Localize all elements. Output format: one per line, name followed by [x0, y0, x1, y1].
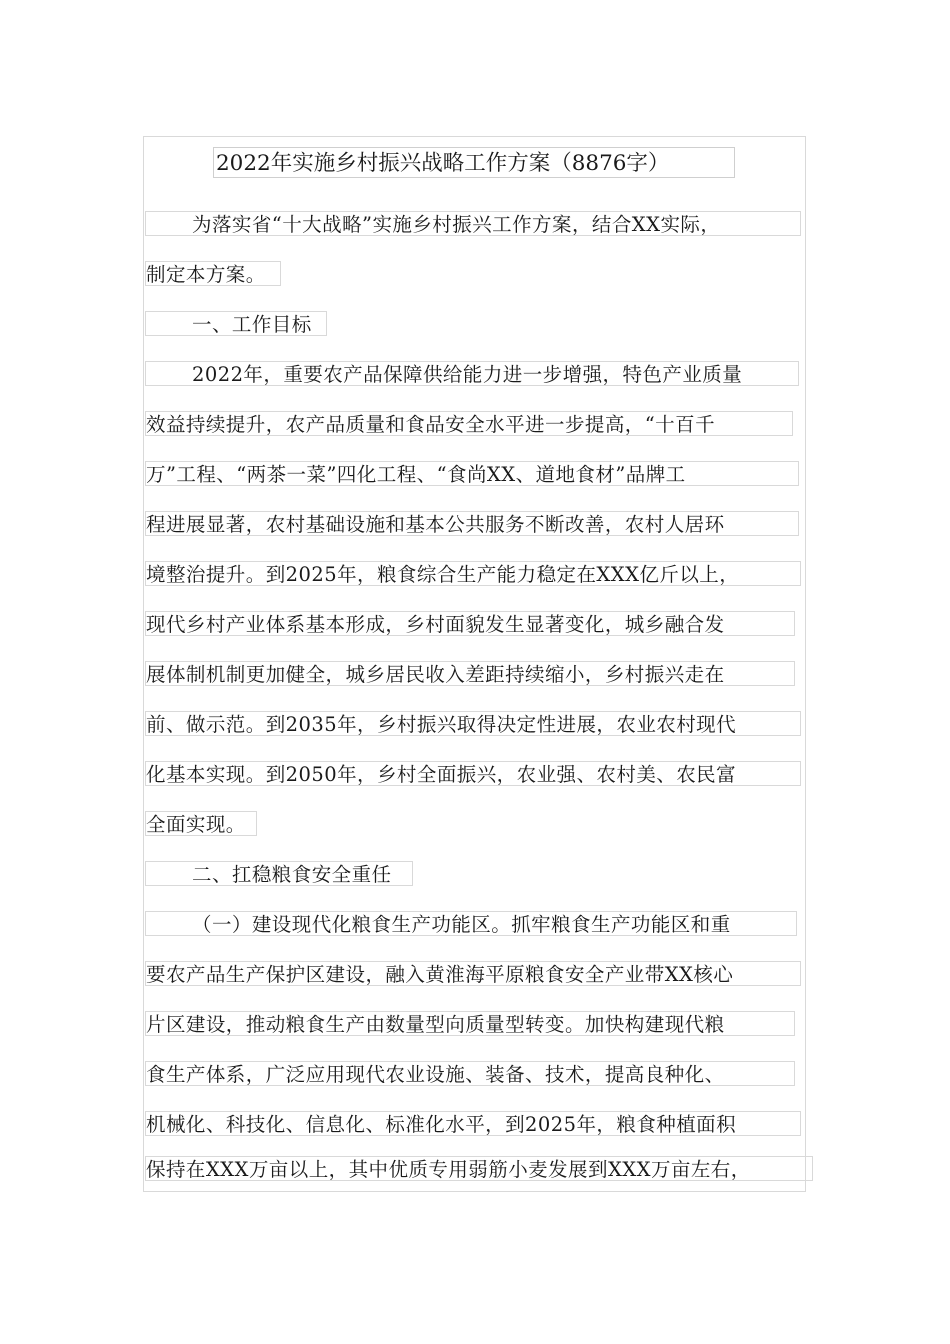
section-heading: 二、扛稳粮食安全重任 — [145, 861, 413, 886]
document-title: 2022年实施乡村振兴战略工作方案（8876字） — [213, 147, 735, 178]
section-heading: 一、工作目标 — [145, 311, 327, 336]
paragraph-line: 机械化、科技化、信息化、标准化水平，到2025年，粮食种植面积 — [145, 1111, 801, 1136]
paragraph-line: 2022年，重要农产品保障供给能力进一步增强，特色产业质量 — [145, 361, 799, 386]
paragraph-line: 效益持续提升，农产品质量和食品安全水平进一步提高，“十百千 — [145, 411, 793, 436]
paragraph-line: （一）建设现代化粮食生产功能区。抓牢粮食生产功能区和重 — [145, 911, 797, 936]
paragraph-line: 展体制机制更加健全，城乡居民收入差距持续缩小，乡村振兴走在 — [145, 661, 795, 686]
paragraph-line: 为落实省“十大战略”实施乡村振兴工作方案，结合XX实际， — [145, 211, 801, 236]
paragraph-line: 化基本实现。到2050年，乡村全面振兴，农业强、农村美、农民富 — [145, 761, 801, 786]
paragraph-line: 食生产体系，广泛应用现代农业设施、装备、技术，提高良种化、 — [145, 1061, 795, 1086]
paragraph-line: 制定本方案。 — [145, 261, 281, 286]
paragraph-line: 要农产品生产保护区建设，融入黄淮海平原粮食安全产业带XX核心 — [145, 961, 801, 986]
paragraph-line: 前、做示范。到2035年，乡村振兴取得决定性进展，农业农村现代 — [145, 711, 801, 736]
paragraph-line: 万”工程、“两茶一菜”四化工程、“食尚XX、道地食材”品牌工 — [145, 461, 799, 486]
paragraph-line: 程进展显著，农村基础设施和基本公共服务不断改善，农村人居环 — [145, 511, 799, 536]
paragraph-line: 片区建设，推动粮食生产由数量型向质量型转变。加快构建现代粮 — [145, 1011, 795, 1036]
paragraph-line: 境整治提升。到2025年，粮食综合生产能力稳定在XXX亿斤以上， — [145, 561, 801, 586]
paragraph-line: 保持在XXX万亩以上，其中优质专用弱筋小麦发展到XXX万亩左右， — [145, 1156, 813, 1181]
paragraph-line: 现代乡村产业体系基本形成，乡村面貌发生显著变化，城乡融合发 — [145, 611, 795, 636]
paragraph-line: 全面实现。 — [145, 811, 257, 836]
